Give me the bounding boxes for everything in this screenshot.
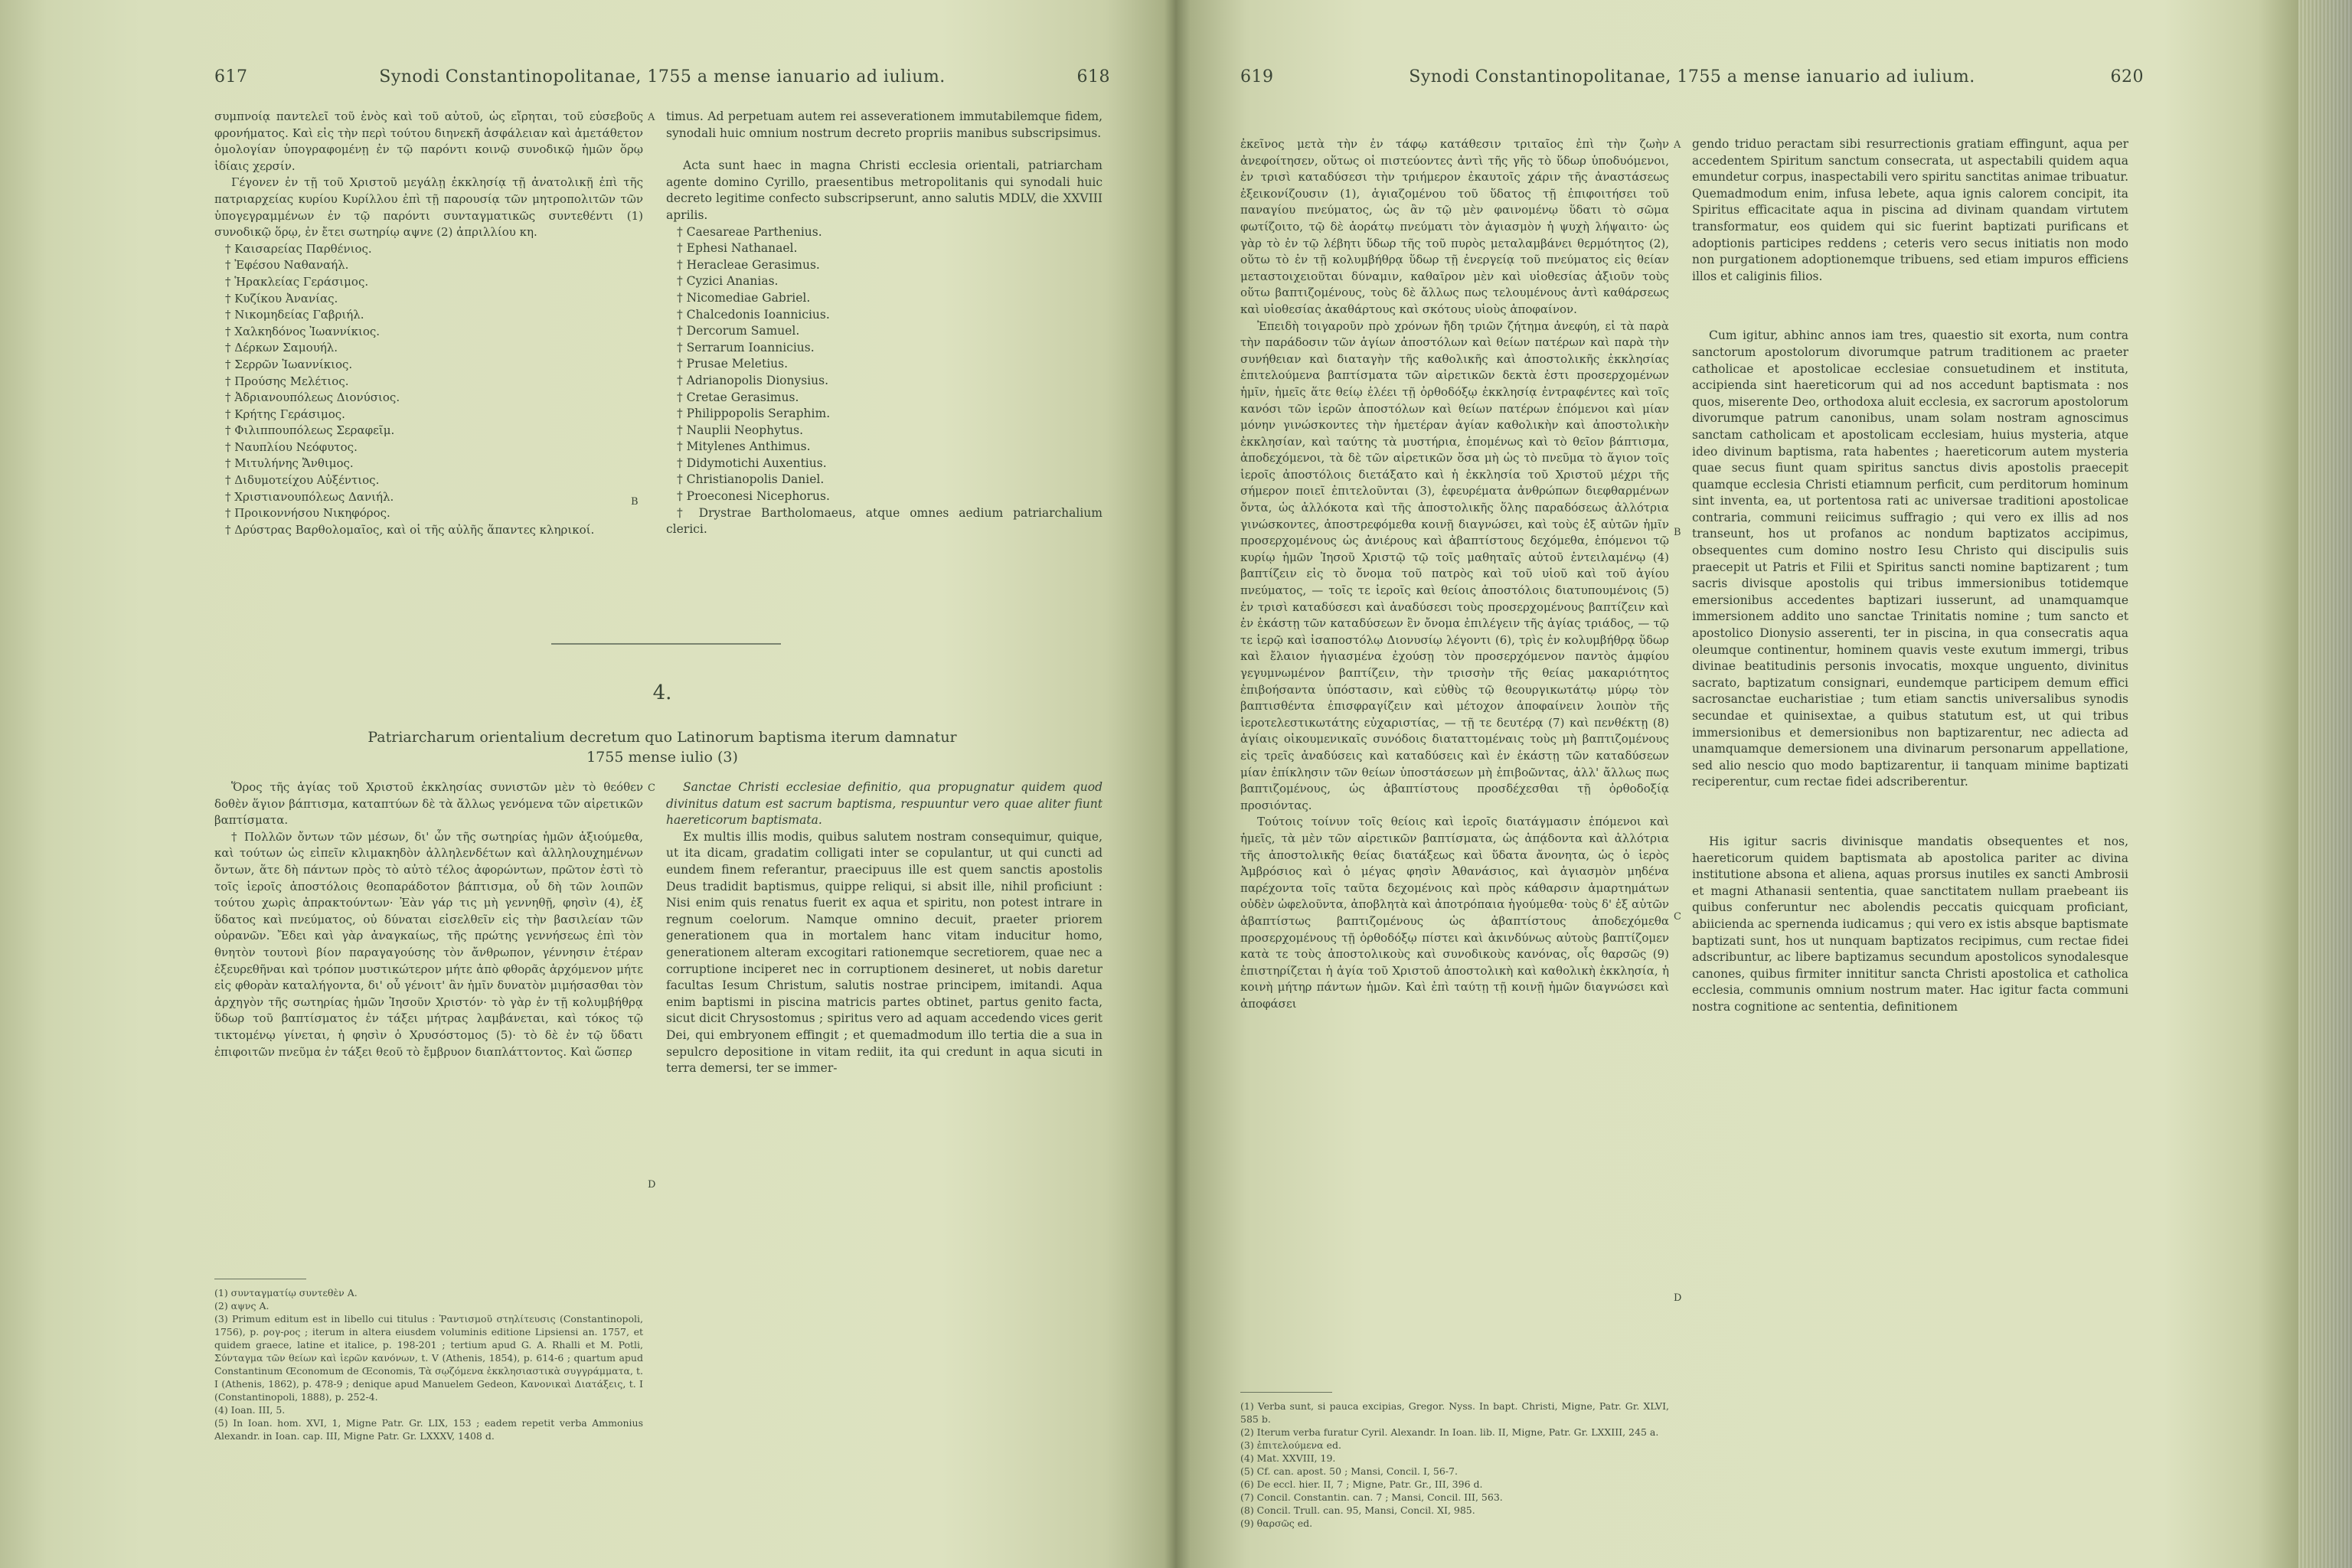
- footnote: (3) Primum editum est in libello cui titulus : Ῥαντισμοῦ στηλίτευσις (Constantinopoli, 1756), p. ρογ-ρος ; iterum in altera eiusdem voluminis editione Lipsiensi an. 1757, et quidem graece, latine et italice, p. 198-201 ; tertium apud G. A. Rhalli et M. Potli, Σύνταγμα τῶν θείων καὶ ἱερῶν κανόνων, t. V (Athenis, 1854), p. 614-6 ; quartum apud Constantinum Œconomum de Œconomis, Τὰ σῳζόμενα ἐκκλησιαστικὰ συγγράμματα, t. I (Athenis, 1862), p. 478-9 ; denique apud Manuelem Gedeon, Κανονικαὶ Διατάξεις, t. I (Constantinopoli, 1888), p. 252-4.: [214, 1313, 643, 1403]
- signature: † Didymotichi Auxentius.: [677, 456, 827, 470]
- footnote: (2) Iterum verba furatur Cyril. Alexandr. In Ioan. lib. II, Migne, Patr. Gr. LXXIII, 245 a.: [1240, 1426, 1659, 1438]
- greek-bottom-column: [214, 779, 643, 1269]
- signature: † Nauplii Neophytus.: [677, 423, 804, 437]
- margin-marker-b: B: [1674, 527, 1681, 538]
- footnote: (3) ἐπιτελούμενα ed.: [1240, 1439, 1341, 1451]
- right-greek-column: [1240, 136, 1669, 1392]
- page-number-617: 617: [214, 67, 248, 87]
- margin-marker-a: A: [648, 112, 655, 123]
- left-footnotes: [214, 1286, 643, 1442]
- right-footnotes: [1240, 1400, 1669, 1530]
- signature: † Drystrae Bartholomaeus, atque omnes aedium patriarchalium clerici.: [666, 505, 1102, 537]
- document-title: [214, 727, 1110, 767]
- latin-top-paragraph: Acta sunt haec in magna Christi ecclesia orientali, patriarcham agente domino Cyrillo, praesentibus metropolitanis qui synodali huic decreto legitime confecto subscripserunt, anno salutis MDLV, die XXVIII aprilis.: [666, 158, 1102, 222]
- document-title-line: Patriarcharum orientalium decretum quo Latinorum baptisma iterum damnatur: [368, 729, 957, 746]
- greek-signature-list: [214, 241, 643, 539]
- signature: † Heracleae Gerasimus.: [677, 257, 820, 272]
- signature: † Cretae Gerasimus.: [677, 390, 799, 404]
- book-page-edges: [2298, 0, 2352, 1568]
- signature: † Cyzici Ananias.: [677, 274, 779, 289]
- signature: † Serrarum Ioannicius.: [677, 340, 815, 354]
- signature: † Φιλιππουπόλεως Σεραφεῖμ.: [225, 423, 395, 438]
- document-title-date: 1755 mense iulio (3): [586, 749, 738, 766]
- greek-top-column: [214, 109, 643, 660]
- signature: † Dercorum Samuel.: [677, 324, 800, 338]
- signature: † Χριστιανουπόλεως Δανιήλ.: [225, 489, 394, 504]
- signature: † Adrianopolis Dionysius.: [677, 373, 828, 387]
- footnote: (1) Verba sunt, si pauca excipias, Gregor. Nyss. In bapt. Christi, Migne, Patr. Gr. XLVI, 585 b.: [1240, 1400, 1669, 1425]
- running-title: Synodi Constantinopolitanae, 1755 a mense ianuario ad iulium.: [379, 67, 946, 87]
- latin-bottom-paragraph: Ex multis illis modis, quibus salutem nostram consequimur, quique, ut ita dicam, gradatim colligati inter se copulantur, ut qui cuncti ad eundem finem referantur, praecipuus ille est quem sanctis apostolis Deus tradidit baptismus, quippe reliqui, si absit ille, nihil proficiunt : Nisi enim quis renatus fuerit ex aqua et spiritu, non potest intrare in regnum coelorum. Namque omnino decuit, praeter priorem generationem qua in mortalem hanc vitam inducitur homo, generationem alteram excogitari rationemque secretiorem, quae nec a corruptione inciperet nec in corruptionem desineret, ut nobis daretur facultas Iesum Christum, salutis nostrae principem, imitandi. Aqua enim baptismi in piscina matricis partes obtinet, partus genito facta, sicut dicit Chrysostomus ; spiritus vero ad aquam accedendo vices gerit Dei, qui embryonem effingit ; et quemadmodum illo tertia die a sua in sepulcro depositione in vitam rediit, ita qui credunt in aqua sicuti in terra demersi, ter se immer-: [666, 829, 1102, 1076]
- greek-top-paragraph: συμπνοίᾳ παντελεῖ τοῦ ἑνὸς καὶ τοῦ αὐτοῦ, ὡς εἴρηται, τοῦ εὐσεβοῦς φρονήματος. Καὶ εἰς τὴν περὶ τούτου διηνεκῆ ἀσφάλειαν καὶ ἀμετάθετον ὁμολογίαν ὑπογραφομένῃ ἐν τῷ παρόντι κοινῷ συνοδικῷ ἡμῶν ὅρῳ ἰδίαις χερσίν.: [214, 109, 643, 173]
- latin-paragraph: gendo triduo peractam sibi resurrectionis gratiam effingunt, aqua per accedentem Spiritum sanctum consecrata, ut aspectabili quidem aqua emundetur corpus, inaspectabili vero spiritu sanctitas animae tribuatur. Quemadmodum enim, infusa lebete, aqua ignis calorem concipit, ita Spiritus efficacitate aqua in piscina ad divinam quandam virtutem transformatur, eos quidem qui sic fuerint baptizati purificans et adoptionis participes reddens ; ceteris vero secus initiatis non modo non purgationem adoptionemque tribuens, sed etiam impuros efficiens illos et caliginis filios.: [1692, 137, 2128, 283]
- margin-marker-b: B: [631, 496, 639, 508]
- signature: † Christianopolis Daniel.: [677, 472, 825, 487]
- greek-paragraph: Τούτοις τοίνυν τοῖς θείοις καὶ ἱεροῖς διατάγμασιν ἑπόμενοι καὶ ἡμεῖς, τὰ μὲν τῶν αἱρετικῶν βαπτίσματα, ὡς ἀπᾴδοντα καὶ ἀλλότρια τῆς ἀποστολικῆς θείας διατάξεως καὶ ὕδατα ἄνονητα, ὡς ὁ ἱερὸς Ἀμβρόσιος καὶ ὁ μέγας φησὶν Ἀθανάσιος, καὶ ἁγιασμὸν μηδένα παρέχοντα τοῖς ταῦτα δεχομένοις καὶ πρὸς κάθαρσιν ἁμαρτημάτων οὐδὲν ὠφελοῦντα, ἀποβλητὰ καὶ ἀποτρόπαια ἡγούμεθα· τοὺς δ' ἐξ αὐτῶν ἀβαπτίστως βαπτιζομένους ὡς ἀβαπτίστους ἀποδεχόμεθα προσερχομένους τῇ ὀρθοδόξῳ πίστει καὶ ἀκινδύνως αὐτοὺς βαπτίζομεν κατὰ τε τοὺς ἀποστολικοὺς καὶ συνοδικοὺς κανόνας, οἷς θαρσῶς (9) ἐπιστηρίζεται ἡ ἁγία τοῦ Χριστοῦ ἀποστολικὴ καὶ καθολικὴ ἐκκλησία, ἡ κοινὴ μήτηρ πάντων ἡμῶν. Καὶ ἐπὶ ταύτῃ τῇ κοινῇ ἡμῶν διαγνώσει καὶ ἀποφάσει: [1240, 815, 1669, 1011]
- signature: † Ἐφέσου Ναθαναήλ.: [225, 258, 349, 273]
- footnote: (8) Concil. Trull. can. 95, Mansi, Concil. XI, 985.: [1240, 1504, 1475, 1516]
- greek-top-paragraph: Γέγονεν ἐν τῇ τοῦ Χριστοῦ μεγάλῃ ἐκκλησίᾳ τῇ ἀνατολικῇ ἐπὶ τῆς πατριαρχείας κυρίου Κυρίλλου ἐπὶ τῇ παρουσίᾳ τῶν μητροπολιτῶν τῶν ὑπογεγραμμένων ἐν τῷ παρόντι συνταγματικῶς συντεθέντι (1) συνοδικῷ ὅρῳ, ἐν ἔτει σωτηρίῳ αψνε (2) ἀπριλλίου κη.: [214, 175, 643, 240]
- page-number-618: 618: [1076, 67, 1110, 87]
- left-page: [214, 54, 1110, 1554]
- signature: † Χαλκηδόνος Ἰωαννίκιος.: [225, 324, 381, 338]
- signature: † Ἡρακλείας Γεράσιμος.: [225, 274, 369, 289]
- signature: † Κρήτης Γεράσιμος.: [225, 407, 345, 421]
- greek-bottom-paragraph: Ὅρος τῆς ἁγίας τοῦ Χριστοῦ ἐκκλησίας συνιστῶν μὲν τὸ θεόθεν δοθὲν ἅγιον βάπτισμα, καταπτύων δὲ τὰ ἄλλως γενόμενα τῶν αἱρετικῶν βαπτίσματα.: [214, 780, 643, 828]
- signature: † Σερρῶν Ἰωαννίκιος.: [225, 357, 353, 371]
- signature: † Prusae Meletius.: [677, 357, 789, 371]
- latin-bottom-paragraph: Sanctae Christi ecclesiae definitio, qua propugnatur quidem quod divinitus datum est sacrum baptisma, respuuntur vero quae aliter fiunt haereticorum baptismata.: [666, 780, 1102, 828]
- right-page: [1240, 54, 2144, 1554]
- signature: † Προύσης Μελέτιος.: [225, 374, 349, 388]
- section-divider: [551, 643, 781, 645]
- signature: † Caesareae Parthenius.: [677, 224, 822, 239]
- footnote: (5) Cf. can. apost. 50 ; Mansi, Concil. I, 56-7.: [1240, 1465, 1458, 1477]
- margin-marker-d: D: [1674, 1292, 1682, 1304]
- latin-paragraph: His igitur sacris divinisque mandatis obsequentes et nos, haereticorum quidem baptismata ab apostolica pariter ac divina institutione absona et aliena, aquas prorsus inutiles ex sancti Ambrosii et magni Athanasii sententia, quae sanctitatem nullam praebeant iis quibus conferuntur nec abolendis peccatis quicquam proficiant, abiiciendа ac spernenda iudicamus ; qui vero ex istis absque baptismate baptizati sunt, hos ut nunquam baptizatos recipimus, cum rectae fidei adscribuntur, ac libere baptizamus secundum apostolicos synodalesque canones, quibus firmiter innititur sancta Christi apostolica et catholica ecclesia, communis omnium nostrum mater. Hac igitur facta communi nostra cognitione ac sententia, definitionem: [1692, 834, 2128, 1014]
- right-latin-column: [1692, 136, 2128, 1392]
- page-number-619: 619: [1240, 67, 1274, 87]
- greek-paragraph: ἐκεῖνος μετὰ τὴν ἐν τάφῳ κατάθεσιν τριταῖος ἐπὶ τὴν ζωὴν ἀνεφοίτησεν, οὕτως οἱ πιστεύοντες ἀντὶ τῆς γῆς τὸ ὕδωρ ὑποδυόμενοι, ἐν τρισὶ καταδύσεσι τὴν τριήμερον ἐκαυτοῖς χάριν τῆς ἀναστάσεως ἐξεικονίζουσιν (1), ἁγιαζομένου τοῦ ὕδατος τῇ ἐπιφοιτήσει τοῦ παναγίου πνεύματος, ὡς ἂν τῷ μὲν φαινομένῳ ὕδατι τὸ σῶμα φωτίζοιτο, τῷ δὲ ἀοράτῳ πνεύματι τὸν ἁγιασμὸν ἡ ψυχὴ λήψαιτο· ὡς γὰρ τὸ ἐν τῷ λέβητι ὕδωρ τῆς τοῦ πυρὸς μεταλαμβάνει θερμότητος (2), οὕτω τὸ ἐν τῇ κολυμβήθρᾳ ὕδωρ τῇ ἐνεργείᾳ τοῦ πνεύματος εἰς θείαν μεταστοιχειοῦται δύναμιν, καθαῖρον μὲν καὶ υἱοθεσίας ἀξιοῦν τοὺς οὕτω βαπτιζομένους, τοὺς δὲ ἄλλως πως τελουμένους ἀντὶ καθάρσεως καὶ υἱοθεσίας ἀκαθάρτους καὶ σκότους υἱοὺς ἀποφαίνον.: [1240, 137, 1669, 316]
- greek-bottom-paragraph: † Πολλῶν ὄντων τῶν μέσων, δι' ὧν τῆς σωτηρίας ἡμῶν ἀξιούμεθα, καὶ τούτων ὡς εἰπεῖν κλιμακηδὸν ἀλληλενδέτων καὶ ἀλληλουχημένων ὄντων, ἅτε δὴ πάντων πρὸς τὸ αὐτὸ τέλος ἀφορώντων, πρῶτον ἐστὶ τὸ τοῖς ἱεροῖς ἀποστόλοις θεοπαράδοτον βάπτισμα, οὗ δὴ τῶν λοιπῶν τούτου χωρὶς ἀπρακτούντων· Ἐὰν γάρ τις μὴ γεννηθῇ, φησὶν (4), ἐξ ὕδατος καὶ πνεύματος, οὐ δύναται εἰσελθεῖν εἰς τὴν βασιλείαν τῶν οὐρανῶν. Ἔδει καὶ γὰρ ἀναγκαίως, τῆς πρώτης γεννήσεως ἐπὶ τὸν θνητὸν τουτονὶ βίον παραγαγούσης τὸν ἄνθρωπον, γέννησιν ἑτέραν ἐξευρεθῆναι καὶ τρόπον μυστικώτερον μήτε ἀπὸ φθορᾶς ἀρχόμενον μήτε εἰς φθορὰν καταλήγοντα, δι' οὗ γένοιτ' ἂν ἡμῖν δυνατὸν μιμήσασθαι τὸν ἀρχηγὸν τῆς σωτηρίας ἡμῶν Ἰησοῦν Χριστόν· τὸ γὰρ ἐν τῇ κολυμβήθρᾳ ὕδωρ τοῦ βαπτίσματος ἐν τάξει μήτρας λαμβάνεται, καὶ τόκος τῷ τικτομένῳ γίνεται, ἡ φησὶν ὁ Χρυσόστομος (5)· τὸ δὲ ἐν τῷ ὕδατι ἐπιφοιτῶν πνεῦμα ἐν τάξει θεοῦ τὸ ἔμβρυον διαπλάττοντος. Καὶ ὥσπερ: [214, 829, 643, 1059]
- signature: † Προικοννήσου Νικηφόρος.: [225, 506, 390, 521]
- signature: † Proeconesi Nicephorus.: [677, 489, 830, 504]
- signature: † Διδυμοτείχου Αὐξέντιος.: [225, 473, 380, 488]
- footnote: (4) Ioan. III, 5.: [214, 1404, 286, 1416]
- footnote: (5) In Ioan. hom. XVI, 1, Migne Patr. Gr. LIX, 153 ; eadem repetit verba Ammonius Alexandr. in Ioan. cap. III, Migne Patr. Gr. LXXXV, 1408 d.: [214, 1417, 643, 1442]
- running-title: Synodi Constantinopolitanae, 1755 a mense ianuario ad iulium.: [1409, 67, 1975, 87]
- right-running-head: [1240, 67, 2144, 98]
- signature: † Δέρκων Σαμουήλ.: [225, 341, 338, 355]
- page-number-620: 620: [2110, 67, 2144, 87]
- footnote: (7) Concil. Constantin. can. 7 ; Mansi, Concil. III, 563.: [1240, 1491, 1503, 1503]
- signature: † Ephesi Nathanael.: [677, 241, 798, 256]
- margin-marker-c: C: [648, 782, 655, 794]
- signature: † Κυζίκου Ἀνανίας.: [225, 291, 338, 305]
- signature: † Nicomediae Gabriel.: [677, 290, 811, 305]
- signature: † Νικομηδείας Γαβριήλ.: [225, 308, 364, 322]
- margin-marker-c: C: [1674, 911, 1681, 923]
- latin-top-paragraph: timus. Ad perpetuam autem rei asseverationem immutabilemque fidem, synodali huic omnium nostrum decreto propriis manibus subscripsimus.: [666, 109, 1102, 140]
- footnote: (9) θαρσῶς ed.: [1240, 1517, 1313, 1529]
- signature: † Mitylenes Anthimus.: [677, 439, 811, 454]
- left-running-head: [214, 67, 1110, 98]
- signature: † Chalcedonis Ioannicius.: [677, 307, 830, 322]
- footnote-rule: [1240, 1392, 1332, 1393]
- greek-paragraph: Ἐπειδὴ τοιγαροῦν πρὸ χρόνων ἤδη τριῶν ζήτημα ἀνεφύη, εἰ τὰ παρὰ τὴν παράδοσιν τῶν ἁγίων ἀποστόλων καὶ θείων πατέρων καὶ παρὰ τὴν συνήθειαν καὶ διαταγὴν τῆς καθολικῆς καὶ ἀποστολικῆς ἐκκλησίας ἐπιτελούμενα βαπτίσματα τῶν αἱρετικῶν δεκτὰ ἐστι προσερχομένων ἡμῖν, ἡμεῖς ἅτε θείῳ ἐλέει τῇ ὀρθοδόξῳ ἐκκλησίᾳ ἐντραφέντες καὶ τοῖς κανόσι τῶν ἱερῶν ἀποστόλων καὶ θείων πατέρων ἑπόμενοι καὶ μίαν μόνην γινώσκοντες τὴν ἡμετέραν ἁγίαν καθολικὴν καὶ ἀποστολικὴν ἐκκλησίαν, καὶ ταύτης τὰ μυστήρια, ἑπομένως καὶ τὸ θεῖον βάπτισμα, ἀποδεχόμενοι, τὰ δὲ τῶν αἱρετικῶν ὅσα μὴ ὡς τὸ πνεῦμα τὸ ἅγιον τοῖς ἱεροῖς ἀποστόλοις διετάξατο καὶ ἡ ἐκκλησία τοῦ Χριστοῦ μέχρι τῆς σήμερον ποιεῖ ἐπιτελοῦνται (3), ἐφευρέματα ἀνθρώπων διεφθαρμένων ὄντα, ὡς ἀλλόκοτα καὶ τῆς ἀποστολικῆς ὅλης παραδόσεως ἀλλότρια γινώσκοντες, ἀποστρεφόμεθα κοινῇ διαγνώσει, καὶ τοὺς ἐξ αὐτῶν ἡμῖν προσερχομένους ὡς ἀνιέρους καὶ ἀβαπτίστους δεχόμεθα, ἑπόμενοι τῷ κυρίῳ ἡμῶν Ἰησοῦ Χριστῷ τῷ τοῖς μαθηταῖς αὐτοῦ ἐντειλαμένῳ (4) βαπτίζειν εἰς τὸ ὄνομα τοῦ πατρὸς καὶ τοῦ υἱοῦ καὶ τοῦ ἁγίου πνεύματος, — τοῖς τε ἱεροῖς καὶ θείοις ἀποστόλοις διατυπουμένοις (5) ἐν τρισὶ καταδύσεσι καὶ ἀναδύσεσι τοὺς προσερχομένους βαπτίζειν καὶ ἐν ἑκάστῃ τῶν καταδύσεων ἓν ὄνομα ἐπιλέγειν τῆς ἁγίας τριάδος, — τῷ τε ἱερῷ καὶ ἰσαποστόλῳ Διονυσίῳ λέγοντι (6), τρὶς ἐν κολυμβήθρᾳ ὕδωρ καὶ ἔλαιον ἠγιασμένα ἐχούσῃ τὸν προσερχόμενον παντὸς ἀμφίου γεγυμνωμένον βαπτίζειν, τὴν τρισσὴν τῆς θείας μακαριότητος ἐπιβοήσαντα ὑπόστασιν, καὶ εὐθὺς τῷ θεουργικωτάτῳ μύρῳ τὸν βαπτισθέντα ἐπισφραγίζειν καὶ μέτοχον ἀποφαίνειν λοιπὸν τῆς ἱεροτελεστικωτάτης εὐχαριστίας, — τῇ τε δευτέρᾳ (7) καὶ πενθέκτῃ (8) ἁγίαις οἰκουμενικαῖς συνόδοις διαταττομέναις τοὺς μὴ βαπτιζομένους εἰς τρεῖς ἀναδύσεις καὶ καταδύσεις καὶ ἐν ἑκάστῃ τῶν καταδύσεων μίαν ἐπίκλησιν τῶν θείων ὑποστάσεων μὴ ἐπιβοῶντας, ἀλλ' ἄλλως πως βαπτιζομένους, ὡς ἀβαπτίστους προσδέχεσθαι τῇ ὀρθοδοξίᾳ προσιόντας.: [1240, 318, 1669, 812]
- signature: † Ναυπλίου Νεόφυτος.: [225, 439, 358, 454]
- signature: † Ἀδριανουπόλεως Διονύσιος.: [225, 390, 400, 405]
- margin-marker-d: D: [648, 1179, 656, 1191]
- footnote: (2) αψνς A.: [214, 1300, 270, 1312]
- margin-marker-a: A: [1674, 139, 1681, 151]
- footnote: (6) De eccl. hier. II, 7 ; Migne, Patr. Gr., III, 396 d.: [1240, 1478, 1483, 1490]
- footnote: (1) συνταγματίῳ συντεθὲν A.: [214, 1287, 358, 1298]
- signature: † Καισαρείας Παρθένιος.: [225, 241, 372, 256]
- signature: † Δρύστρας Βαρθολομαῖος, καὶ οἱ τῆς αὐλῆς ἅπαντες κληρικοί.: [225, 522, 595, 537]
- signature: † Μιτυλήνης Ἄνθιμος.: [225, 456, 354, 471]
- signature: † Philippopolis Seraphim.: [677, 407, 831, 421]
- document-number: 4.: [652, 681, 672, 704]
- latin-bottom-column: [666, 779, 1102, 1269]
- latin-paragraph: Cum igitur, abhinc annos iam tres, quaestio sit exorta, num contra sanctorum apostolorum divorumque patrum traditionem ac praeter catholicae et apostolicae ecclesiae consuetudinem et instituta, accipienda sint haereticorum qui ad nos accedunt baptismata : nos quos, miserente Deo, orthodoxa aluit ecclesia, ex sacrorum apostolorum divorumque patrum canonibus, unam solam nostram agnoscimus sanctam catholicam et apostolicam ecclesiam, huius mysteria, atque ideo divinum baptisma, rata habentes ; haereticorum autem mysteria quae secus fiunt quam spiritus sanctus divis apostolis praecepit quamque ecclesia Christi etiamnum perficit, cum perditorum hominum sint inventa, ea, ut portentosa rati ac universae traditioni apostolicae contraria, communi reiicimus suffragio ; qui vero ex illis ad nos transeunt, hos ut profanos ac nondum baptizatos accipimus, obsequentes cum domino nostro Iesu Christo qui discipulis suis praecepit ut Patris et Filii et Spiritus sancti nomine baptizarent ; tum sacris divisque apostolis qui tribus immersionibus totidemque emersionibus accedentes baptizari iusserunt, ad unamquamque immersionem addito uno sanctae Trinitatis nomine ; tum sancto et apostolico Dionysio asserenti, ter in piscina, in qua consecratis aqua oleumque continentur, hominem quavis veste exutum immergi, tribus divinae beatitudinis personis invocatis, moxque unguento, divinitus sacrato, baptizatum consignari, eundemque participem demum effici sacrosanctae eucharistiae ; tum etiam sanctis universalibus synodis secundae et quinisextae, a quibus statutum est, ut qui tribus immersionibus et demersionibus non baptizarentur, nec adiecta ad unamquamque demersionem una divinarum personarum appellatione, sed alio nescio quo modo baptizarentur, ii tanquam minime baptizati reciperentur, cum rectae fidei adscriberentur.: [1692, 328, 2128, 789]
- latin-signature-list: [666, 224, 1102, 538]
- footnote: (4) Mat. XXVIII, 19.: [1240, 1452, 1336, 1464]
- latin-top-column: [666, 109, 1102, 660]
